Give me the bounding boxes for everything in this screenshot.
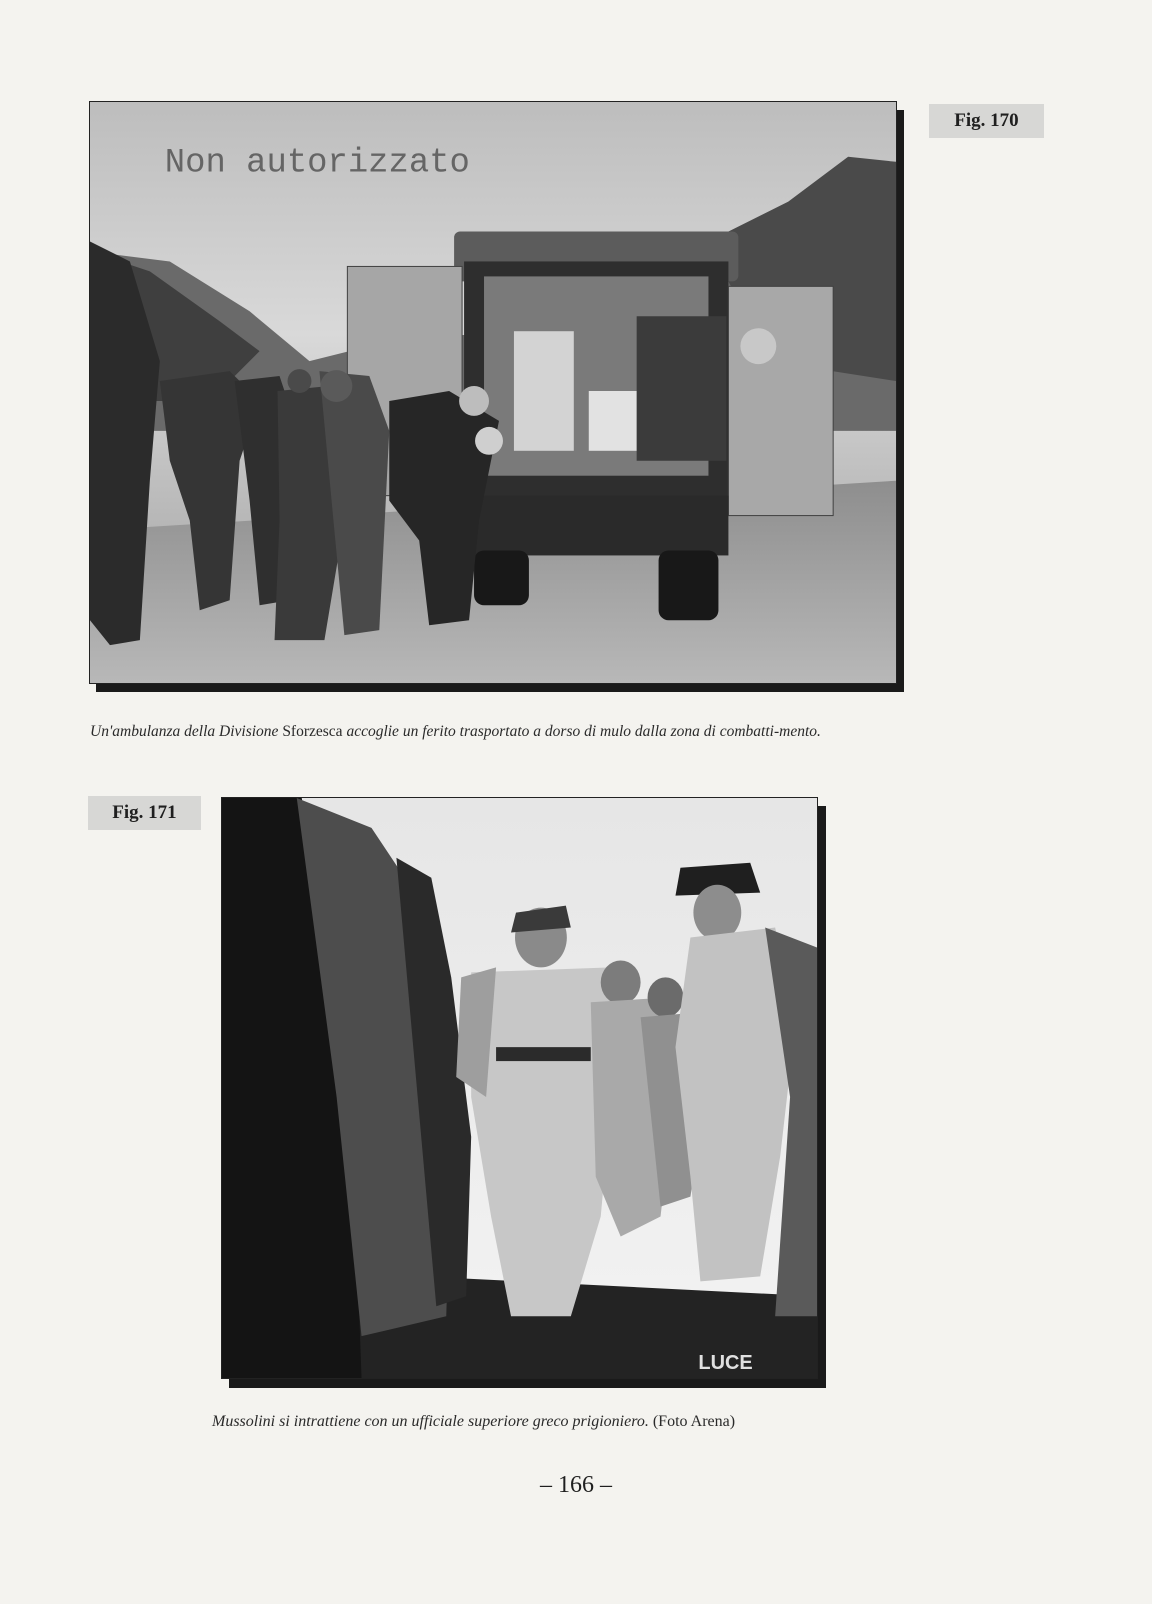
page-number: – 166 – [540, 1472, 612, 1498]
figure-171-photo [221, 797, 818, 1379]
photo-watermark: LUCE [698, 1352, 753, 1375]
caption-photo-credit: (Foto Arena) [652, 1413, 736, 1430]
figure-171-label: Fig. 171 [88, 796, 201, 830]
caption-italic: Mussolini si intrattiene con un ufficiale superiore greco prigioniero. [212, 1413, 649, 1430]
figure-170-photo [89, 101, 897, 684]
caption-division-name: Sforzesca [282, 723, 343, 740]
figure-171-caption [212, 1412, 832, 1431]
photo-stamp-text: Non autorizzato [164, 144, 470, 183]
caption-italic-start: Un'ambulanza della Divisione [90, 723, 279, 740]
figure-170-label: Fig. 170 [929, 104, 1044, 138]
figure-170-caption [90, 722, 900, 741]
caption-italic-end: accoglie un ferito trasportato a dorso di mulo dalla zona di combatti-mento. [346, 723, 821, 740]
